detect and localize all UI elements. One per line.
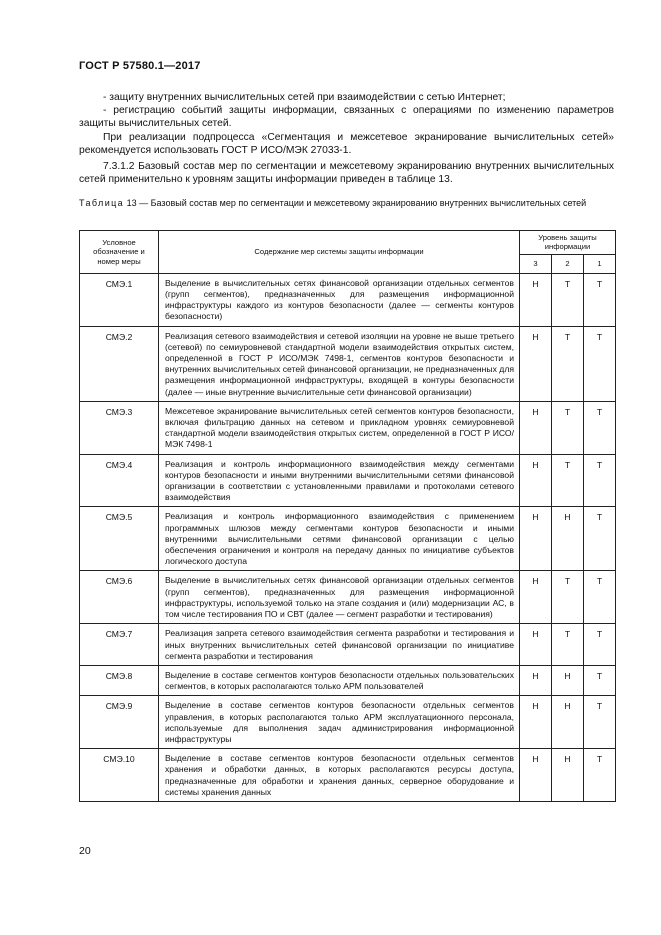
level-1-value: Т xyxy=(584,326,616,401)
level-2-value: Т xyxy=(552,326,584,401)
measure-code: СМЭ.4 xyxy=(80,454,159,507)
level-1-value: Т xyxy=(584,454,616,507)
level-2-value: Т xyxy=(552,273,584,326)
measure-code: СМЭ.6 xyxy=(80,571,159,624)
level-1-value: Т xyxy=(584,624,616,666)
level-3-value: Н xyxy=(520,749,552,802)
header-content: Содержание мер системы защиты информации xyxy=(159,231,520,274)
level-3-value: Н xyxy=(520,624,552,666)
level-3-value: Н xyxy=(520,665,552,695)
level-2-value: Т xyxy=(552,571,584,624)
measure-description: Выделение в составе сегментов контуров безопасности отдельных пользовательских сегментов, в которых располагаются только АРМ пользователей xyxy=(159,665,520,695)
measures-table xyxy=(79,230,616,802)
table-row xyxy=(80,696,616,749)
level-1-value: Т xyxy=(584,571,616,624)
table-caption xyxy=(79,198,619,209)
level-3-value: Н xyxy=(520,454,552,507)
measure-code: СМЭ.5 xyxy=(80,507,159,571)
level-1-value: Т xyxy=(584,401,616,454)
measure-code: СМЭ.3 xyxy=(80,401,159,454)
level-1-value: Т xyxy=(584,273,616,326)
level-1-value: Т xyxy=(584,507,616,571)
header-code: Условное обозначение и номер меры xyxy=(80,231,159,274)
measure-description: Реализация запрета сетевого взаимодействия сегмента разработки и тестирования и иных внутренних вычислительных сетей финансовой организации по инициативе сегмента разработки и тестирования xyxy=(159,624,520,666)
measure-code: СМЭ.7 xyxy=(80,624,159,666)
measure-code: СМЭ.9 xyxy=(80,696,159,749)
table-row xyxy=(80,507,616,571)
level-1-value: Т xyxy=(584,665,616,695)
paragraph-list-item-internet: - защиту внутренних вычислительных сетей при взаимодействии с сетью Интернет; xyxy=(103,92,506,103)
table-row xyxy=(80,571,616,624)
level-2-value: Т xyxy=(552,401,584,454)
table-row xyxy=(80,454,616,507)
level-2-value: Н xyxy=(552,749,584,802)
measure-code: СМЭ.8 xyxy=(80,665,159,695)
header-level-3: 3 xyxy=(520,254,552,273)
measure-description: Реализация и контроль информационного взаимодействия между сегментами контуров безопасности и иными внутренними вычислительными сетями финансовой организации в соответствии с установленными правилами и протоколами сетевого взаимодействия xyxy=(159,454,520,507)
paragraph-clause-7-3-1-2: 7.3.1.2 Базовый состав мер по сегментации и межсетевому экранированию внутренних вычислительных сетей применительно к уровням защиты информации приведен в таблице 13. xyxy=(79,161,614,186)
level-3-value: Н xyxy=(520,696,552,749)
header-levels-group: Уровень защиты информации xyxy=(520,231,616,255)
header-level-1: 1 xyxy=(584,254,616,273)
body-text xyxy=(79,91,614,186)
level-1-value: Т xyxy=(584,696,616,749)
paragraph-list-item-registration: - регистрацию событий защиты информации, связанных с операциями по изменению параметров защиты вычислительных сетей. xyxy=(79,105,614,130)
table-caption-label: Таблица xyxy=(79,198,125,208)
measure-code: СМЭ.1 xyxy=(80,273,159,326)
level-3-value: Н xyxy=(520,507,552,571)
table-row xyxy=(80,624,616,666)
level-2-value: Н xyxy=(552,696,584,749)
table-row xyxy=(80,273,616,326)
level-2-value: Н xyxy=(552,665,584,695)
measure-code: СМЭ.10 xyxy=(80,749,159,802)
measure-description: Реализация сетевого взаимодействия и сетевой изоляции на уровне не выше третьего (сетевой) по семиуровневой стандартной модели взаимодействия открытых систем, определенной в ГОСТ Р ИСО/МЭК 7498-1, сегментов контуров безопасности и внутренних вычислительных сетей финансовой организации, не предназначенных для размещения информационной инфраструктуры, входящей в контуры безопасности (далее — иные внутренние вычислительные сети финансовой организации) xyxy=(159,326,520,401)
level-3-value: Н xyxy=(520,571,552,624)
measure-description: Выделение в составе сегментов контуров безопасности отдельных сегментов управления, в которых располагаются только АРМ эксплуатационного персонала, используемые для выполнения задач администрирования информационной инфраструктуры xyxy=(159,696,520,749)
level-3-value: Н xyxy=(520,401,552,454)
level-3-value: Н xyxy=(520,273,552,326)
level-2-value: Н xyxy=(552,507,584,571)
table-row xyxy=(80,401,616,454)
measure-description: Реализация и контроль информационного взаимодействия с применением программных шлюзов между сегментами контуров безопасности и иными внутренними вычислительными сетями финансовой организации с целью обеспечения ограничения и контроля на передачу данных по инициативе субъектов логического доступа xyxy=(159,507,520,571)
document-header: ГОСТ Р 57580.1—2017 xyxy=(79,60,201,72)
table-row xyxy=(80,749,616,802)
measure-description: Межсетевое экранирование вычислительных сетей сегментов контуров безопасности, включая фильтрацию данных на сетевом и прикладном уровнях семиуровневой стандартной модели взаимодействия открытых систем, определенной в ГОСТ Р ИСО/МЭК 7498-1 xyxy=(159,401,520,454)
level-3-value: Н xyxy=(520,326,552,401)
level-2-value: Т xyxy=(552,624,584,666)
paragraph-recommendation: При реализации подпроцесса «Сегментация и межсетевое экранирование вычислительных сетей» рекомендуется использовать ГОСТ Р ИСО/МЭК 27033-1. xyxy=(79,131,614,156)
level-2-value: Т xyxy=(552,454,584,507)
measure-description: Выделение в вычислительных сетях финансовой организации отдельных сегментов (групп сегментов), предназначенных для размещения информационной инфраструктуры, используемой только на этапе создания и (или) модернизации АС, в том числе тестирования ПО и СВТ (далее — сегмент разработки и тестирования) xyxy=(159,571,520,624)
header-level-2: 2 xyxy=(552,254,584,273)
table-row xyxy=(80,665,616,695)
measure-description: Выделение в вычислительных сетях финансовой организации отдельных сегментов (групп сегментов), предназначенных для размещения информационной инфраструктуры каждого из контуров безопасности (далее — сегменты контуров безопасности) xyxy=(159,273,520,326)
measure-description: Выделение в составе сегментов контуров безопасности отдельных сегментов хранения и обработки данных, в которых располагаются ресурсы доступа, предназначенные для обработки и хранения данных, серверное оборудование и системы хранения данных xyxy=(159,749,520,802)
level-1-value: Т xyxy=(584,749,616,802)
measure-code: СМЭ.2 xyxy=(80,326,159,401)
table-caption-text: 13 — Базовый состав мер по сегментации и межсетевому экранированию внутренних вычислительных сетей xyxy=(124,198,587,208)
table-row xyxy=(80,326,616,401)
page-number: 20 xyxy=(79,845,91,857)
